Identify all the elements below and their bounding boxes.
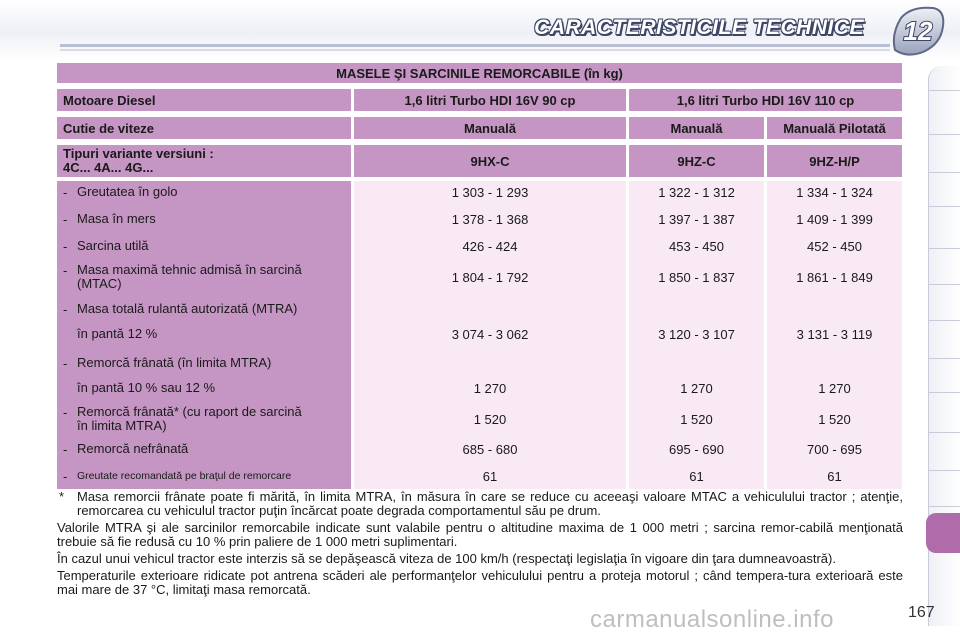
note-paragraph: Valorile MTRA şi ale sarcinilor remorcabile indicate sunt valabile pentru o altitudine maxima de 1 000 metri ; sarcina remor-cabilă menţionată trebuie să fie redusă cu 10 % prin paliere de 1 000 metri suplimentari. [57, 520, 903, 549]
row-label-text: în pantă 10 % sau 12 % [77, 380, 216, 395]
row-label-text: Greutate recomandată pe braţul de remorcare [77, 470, 292, 482]
row-value: 3 074 - 3 062 [451, 326, 529, 342]
watermark: carmanualsonline.info [590, 606, 834, 633]
side-tab-divider[interactable] [929, 134, 960, 135]
row-dash: - [63, 263, 68, 278]
table-row [57, 298, 902, 320]
footnote-marker: * [59, 489, 65, 504]
row-label [57, 208, 351, 230]
row-label [57, 181, 351, 203]
row-label [57, 438, 351, 460]
row-label [57, 403, 351, 435]
row-value: 1 322 - 1 312 [658, 184, 735, 200]
row-value: 1 270 [473, 380, 507, 396]
page-header [0, 0, 960, 60]
variant-3: 9HZ-H/P [767, 145, 902, 177]
row-dash: - [63, 441, 68, 457]
row-value: 700 - 695 [807, 441, 862, 457]
table-row [57, 403, 902, 435]
row-label-text: Masa totală rulantă autorizată (MTRA) [77, 301, 298, 316]
row-label [57, 323, 351, 345]
row-value: 1 409 - 1 399 [796, 211, 873, 227]
row-value: 1 334 - 1 324 [796, 184, 873, 200]
row-dash: - [63, 468, 68, 484]
table-row [57, 261, 902, 293]
row-dash: - [63, 405, 68, 420]
side-tab-divider[interactable] [929, 248, 960, 249]
row-label-text: Remorcă frânată (în limita MTRA) [77, 355, 272, 370]
row-label-line2: (MTAC) [77, 276, 122, 291]
side-tab-divider[interactable] [929, 90, 960, 91]
row-value: 61 [827, 468, 842, 484]
gearbox-3: Manuală Pilotată [767, 117, 902, 139]
gearbox-1: Manuală [354, 117, 626, 139]
row-label-text: în pantă 12 % [77, 326, 158, 341]
notes-section [57, 490, 903, 600]
row-value: 1 804 - 1 792 [451, 269, 529, 285]
engine-label: Motoare Diesel [57, 89, 351, 111]
side-tab-divider[interactable] [929, 172, 960, 173]
row-value: 1 397 - 1 387 [658, 211, 735, 227]
row-value: 3 131 - 3 119 [796, 326, 873, 342]
side-tab-divider[interactable] [929, 392, 960, 393]
row-label-text: Masa în mers [77, 211, 156, 226]
table-row-variants [57, 145, 902, 177]
row-label-text [77, 263, 302, 291]
engine-90: 1,6 litri Turbo HDI 16V 90 cp [354, 89, 626, 111]
variant-2: 9HZ-C [629, 145, 764, 177]
chapter-number-badge [889, 4, 947, 56]
variants-label-line2: 4C... 4A... 4G... [63, 160, 154, 175]
table-row [57, 208, 902, 230]
row-value: 3 120 - 3 107 [658, 326, 735, 342]
gearbox-2: Manuală [629, 117, 764, 139]
row-value: 1 520 [680, 411, 713, 427]
row-value: 1 520 [818, 411, 851, 427]
row-dash: - [63, 238, 68, 254]
side-tab-active-chapter[interactable] [926, 513, 960, 553]
row-label-text: Greutatea în golo [77, 184, 178, 199]
table-row [57, 323, 902, 345]
gearbox-label: Cutie de viteze [57, 117, 351, 139]
row-dash: - [63, 355, 68, 371]
table-caption-row [57, 63, 902, 83]
row-label [57, 377, 351, 399]
row-value: 1 861 - 1 849 [796, 269, 873, 285]
variants-label-line1: Tipuri variante versiuni : [63, 146, 214, 161]
row-value: 1 270 [680, 380, 713, 396]
row-value: 452 - 450 [807, 238, 862, 254]
table-row [57, 377, 902, 399]
row-dash: - [63, 301, 68, 317]
row-value: 685 - 680 [462, 441, 518, 457]
side-tab-divider[interactable] [929, 206, 960, 207]
chapter-title: CARACTERISTICILE TECHNICE [534, 16, 864, 39]
chapter-number: 12 [903, 16, 933, 46]
row-label [57, 261, 351, 293]
row-label-text: Sarcina utilă [77, 238, 149, 253]
row-label-line1: Remorcă frânată* (cu raport de sarcină [77, 404, 302, 419]
side-tab-divider[interactable] [929, 470, 960, 471]
side-tab-divider[interactable] [929, 506, 960, 507]
table-row-engine [57, 89, 902, 111]
row-value: 1 270 [818, 380, 851, 396]
side-tab-divider[interactable] [929, 284, 960, 285]
side-tab-divider[interactable] [929, 432, 960, 433]
row-label-line1: Masa maximă tehnic admisă în sarcină [77, 262, 302, 277]
row-label [57, 298, 351, 320]
footnote-text: Masa remorcii frânate poate fi mărită, în limita MTRA, în măsura în care se reduce cu aceeaşi valoare MTAC a vehiculului tractor ; atenţie, remorcarea cu vehiculul tractor puţin încărcat poate degrada comportamentul său pe drum. [77, 489, 903, 518]
row-value: 1 520 [473, 411, 507, 427]
row-value: 61 [689, 468, 704, 484]
row-value: 1 303 - 1 293 [451, 184, 529, 200]
row-label-text [77, 405, 302, 433]
table-row [57, 352, 902, 374]
table-caption: MASELE ŞI SARCINILE REMORCABILE (în kg) [57, 63, 902, 83]
row-label-text: Remorcă nefrânată [77, 441, 189, 456]
header-rule-secondary [60, 49, 890, 51]
row-value: 695 - 690 [669, 441, 724, 457]
row-value: 453 - 450 [669, 238, 724, 254]
table-row-gearbox [57, 117, 902, 139]
side-tab-divider[interactable] [929, 358, 960, 359]
row-dash: - [63, 184, 68, 200]
row-dash: - [63, 211, 68, 227]
row-value: 426 - 424 [462, 238, 518, 254]
table-row [57, 438, 902, 460]
table-row [57, 181, 902, 203]
note-paragraph: Temperaturile exterioare ridicate pot antrena scăderi ale performanţelor vehiculului pentru a proteja motorul ; când tempera-tura exterioară este mai mare de 37 °C, limitaţi masa remorcată. [57, 568, 903, 597]
row-label-line2: în limita MTRA) [77, 418, 167, 433]
row-label [57, 352, 351, 374]
row-value: 61 [482, 468, 498, 484]
variant-1: 9HX-C [354, 145, 626, 177]
variants-label [57, 145, 351, 177]
row-value: 1 378 - 1 368 [451, 211, 529, 227]
table-row [57, 465, 902, 487]
footnote [57, 490, 903, 518]
row-label [57, 465, 351, 487]
page-number: 167 [908, 604, 935, 621]
row-value: 1 850 - 1 837 [658, 269, 735, 285]
side-tab-divider[interactable] [929, 320, 960, 321]
table-row [57, 235, 902, 257]
header-rule [60, 44, 890, 47]
row-label [57, 235, 351, 257]
engine-110: 1,6 litri Turbo HDI 16V 110 cp [629, 89, 902, 111]
note-paragraph: În cazul unui vehicul tractor este interzis să se depăşească viteza de 100 km/h (respectaţi legislaţia în vigoare din ţara dumneavoastră). [57, 551, 836, 566]
